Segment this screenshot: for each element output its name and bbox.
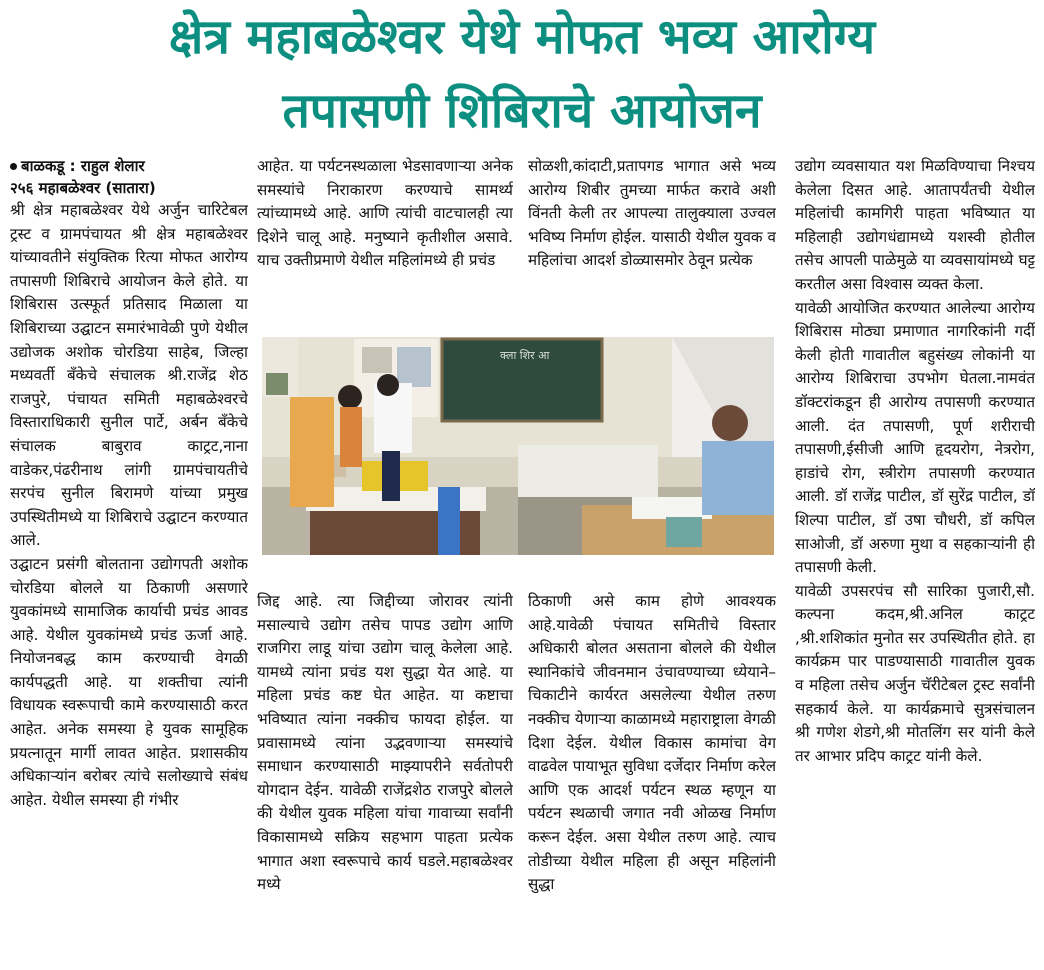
paragraph: आहेत. या पर्यटनस्थळाला भेडसावणाऱ्या अनेक समस्यांचे निराकारण करण्याचे सामर्थ्य त्यांच्यामध्ये आहे. आणि त्यांची वाटचालही त्या दिशेने चालू आहे. मनुष्याने कृतीशील असावे. याच उक्तीप्रमाणे येथील महिलांमध्ये ही प्रचंड [257, 157, 513, 270]
article-headline [0, 0, 1044, 148]
paragraph: जिद्द आहे. त्या जिद्दीच्या जोरावर त्यांनी मसाल्याचे उद्योग तसेच पापड उद्योग आणि राजगिरा लाडू यांचा उद्योग चालू केलेला आहे. यामध्ये त्यांना प्रचंड यश सुद्धा येत आहे. या महिला प्रचंड कष्ट घेत आहेत. या कष्टाचा भविष्यात त्यांना नक्कीच फायदा होईल. या प्रवासामध्ये त्यांना उद्भवणाऱ्या समस्यांचे समाधान करण्यासाठी माझ्यापरीने सर्वतोपरी योगदान देईन. यावेळी राजेंद्रशेठ राजपुरे बोलले की येथील युवक महिला यांचा गावाच्या सर्वांनी विकासामध्ये सक्रिय सहभाग पाहता प्रत्येक भागात अशा स्वरूपाचे कार्य घडले.महाबळेश्वर मध्ये [257, 592, 513, 894]
headline-line-1: क्षेत्र महाबळेश्वर येथे मोफत भव्य आरोग्य [168, 9, 876, 65]
health-camp-photo [262, 337, 774, 555]
reporter-name: बाळकडू : राहुल शेलार [21, 157, 145, 175]
paragraph: श्री क्षेत्र महाबळेश्वर येथे अर्जुन चारिटेबल ट्रस्ट व ग्रामपंचायत श्री क्षेत्र महाबळेश्वर यांच्यावतीने संयुक्तिक रित्या मोफत आरोग्य तपासणी शिबिराचे आयोजन केले होते. या शिबिरास उत्स्फूर्त प्रतिसाद मिळाला या शिबिराच्या उद्घाटन समारंभावेळी पुणे येथील उद्योजक अशोक चोरडिया साहेब, जिल्हा मध्यवर्ती बँकेचे संचालक श्री.राजेंद्र शेठ राजपुरे, पंचायत समिती महाबळेश्वरचे विस्ताराधिकारी सुनील पार्टे, अर्बन बँकेचे संचालक बाबुराव काट्रट,नाना वाडेकर,पंढरीनाथ लांगी ग्रामपंचायतीचे सरपंच सुनील बिरामणे यांच्या प्रमुख उपस्थितीमध्ये या शिबिराचे उद्घाटन करण्यात आले. [10, 201, 248, 550]
paragraph: उद्योग व्यवसायात यश मिळविण्याचा निश्चय केलेला दिसत आहे. आतापर्यंतची येथील महिलांची कामगिरी पाहता भविष्यात या महिलाही उद्योगधंद्यामध्ये यशस्वी होतील तसेच आपली पाळेमुळे या व्यवसायांमध्ये घट्ट करतील असा विश्वास व्यक्त केला. [795, 157, 1035, 293]
photo-illustration [262, 337, 774, 555]
paragraph: सोळशी,कांदाटी,प्रतापगड भागात असे भव्य आरोग्य शिबीर तुमच्या मार्फत करावे अशी विंनती केली तर आपल्या तालुक्याला उज्वल भविष्य निर्माण होईल. यासाठी येथील युवक व महिलांचा आदर्श डोळ्यासमोर ठेवून प्रत्येक [528, 157, 776, 270]
article-column-2-bottom [257, 590, 513, 962]
article-column-2-top [257, 155, 513, 335]
board-text: क्ला शिर आ [500, 349, 550, 362]
paragraph: यावेळी उपसरपंच सौ सारिका पुजारी,सौ. कल्पना कदम,श्री.अनिल काट्रट ,श्री.शशिकांत मुनोत सर उपस्थितीत होते. हा कार्यक्रम पार पाडण्यासाठी गावातील युवक व महिला तसेच अर्जुन चॅरीटेबल ट्रस्ट सर्वांनी सहकार्य केले. या कार्यक्रमाचे सुत्रसंचालन श्री गणेश शेडगे,श्री मोतलिंग सर यांनी केले तर आभार प्रदिप काट्रट यांनी केले. [795, 581, 1035, 765]
article-column-3-bottom [528, 590, 776, 962]
bullet-icon [10, 163, 17, 170]
article-column-3-top [528, 155, 776, 335]
byline-reporter [10, 155, 248, 177]
byline-place: २५६ महाबळेश्वर (सातारा) [10, 179, 156, 197]
article-column-1 [10, 155, 248, 963]
paragraph: ठिकाणी असे काम होणे आवश्यक आहे.यावेळी पंचायत समितीचे विस्तार अधिकारी बोलत असताना बोलले की येथील स्थानिकांचे जीवनमान उंचावण्याच्या ध्येयाने–चिकाटीने कार्यरत असलेल्या येथील तरुण नक्कीच येणाऱ्या काळामध्ये महाराष्ट्राला वेगळी दिशा देईल. येथील विकास कामांचा वेग वाढवेल पायाभूत सुविधा दर्जेदार निर्माण करेल आणि एक आदर्श पर्यटन स्थळ म्हणून या पर्यटन स्थळाची जगात नवी ओळख निर्माण करून देईल. असा येथील तरुण आहे. त्याच तोडीच्या येथील महिला ही असून महिलांनी सुद्धा [528, 592, 776, 894]
paragraph: उद्घाटन प्रसंगी बोलताना उद्योगपती अशोक चोरडिया बोलले या ठिकाणी असणारे युवकांमध्ये सामाजिक कार्याची प्रचंड आवड आहे. येथील युवकांमध्ये प्रचंड ऊर्जा आहे. नियोजनबद्ध काम करण्याची वेगळी कार्यपद्धती आहे. या शक्तीचा त्यांनी विधायक स्वरूपाची कामे करण्यासाठी करत आहेत. अनेक समस्या हे युवक सामूहिक प्रयत्नातून मार्गी लावत आहेत. प्रशासकीय अधिकाऱ्यांन बरोबर त्यांचे सलोख्याचे संबंध आहेत. येथील समस्या ही गंभीर [10, 554, 248, 809]
article-column-4 [795, 155, 1035, 963]
paragraph: यावेळी आयोजित करण्यात आलेल्या आरोग्य शिबिरास मोठ्या प्रमाणात नागरिकांनी गर्दी केली होती गावातील बहुसंख्य लोकांनी या आरोग्य शिबिराचा उपभोग घेतला.नामवंत डॉक्टरांकडून ही आरोग्य तपासणी करण्यात आली. दंत तपासणी, पूर्ण शरीराची तपासणी,ईसीजी आणि हृदयरोग, नेत्ररोग, हाडांचे रोग, स्त्रीरोग तपासणी करण्यात आली. डॉ राजेंद्र पाटील, डॉ सुरेंद्र पाटील, डॉ शिल्पा पाटील, डॉ उषा चौधरी, डॉ कपिल साओजी, डॉ अरुणा मुथा व सहकाऱ्यांनी ही तपासणी केली. [795, 298, 1035, 577]
headline-line-2: तपासणी शिबिराचे आयोजन [282, 83, 762, 139]
